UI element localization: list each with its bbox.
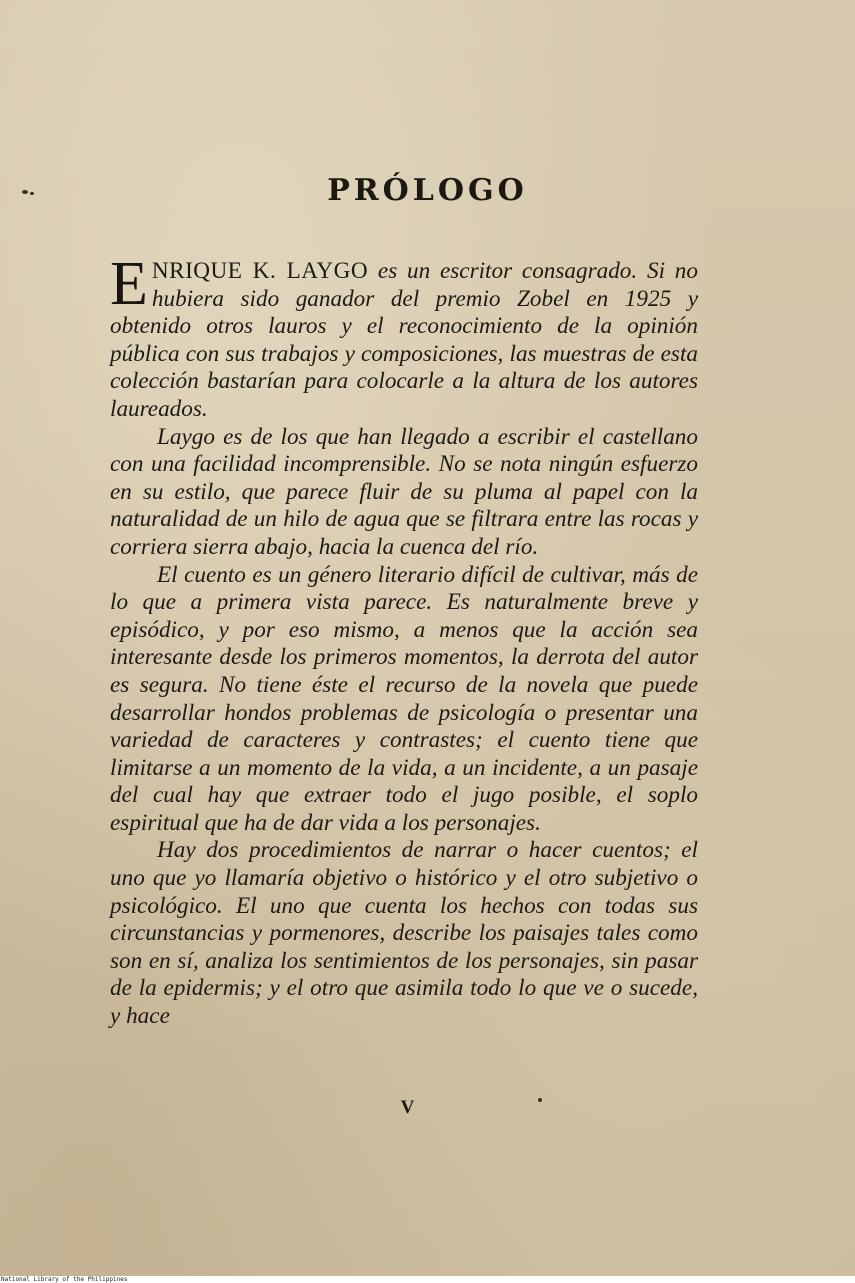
scan-footer-strip: [0, 1276, 855, 1283]
library-credit: National Library of the Philippines: [1, 1276, 128, 1283]
drop-cap: E: [110, 250, 148, 318]
page-title: PRÓLOGO: [327, 173, 528, 208]
paragraph-3: El cuento es un género literario difícil de cultivar, más de lo que a primera vista parece. Es naturalmente breve y episódico, y por eso mismo, a menos que la acción sea interesante desde los primeros momentos, la derrota del autor es segura. No tiene éste el recurso de la novela que puede desarrollar hondos problemas de psicología o presentar una variedad de caracteres y contrastes; el cuento tiene que limitarse a un momento de la vida, a un incidente, a un pasaje del cual hay que extraer todo el jugo posible, el soplo espiritual que ha de dar vida a los personajes.: [110, 561, 698, 836]
paragraph-1-text: es un escritor consagrado. Si no hubiera sido ganador del premio Zobel en 1925 y obtenido otros lauros y el reconocimiento de la opinión pública con sus trabajos y composiciones, las muestras de esta colección bastarían para colocarle a la altura de los autores laureados.: [110, 258, 698, 422]
page-number: V: [400, 1097, 415, 1118]
paragraph-2: Laygo es de los que han llegado a escribir el castellano con una facilidad incomprensible. No se nota ningún esfuerzo en su estilo, que parece fluir de su pluma al papel con la naturalidad de un hilo de agua que se filtrara entre las rocas y corriera sierra abajo, hacia la cuenca del río.: [110, 423, 698, 560]
paragraph-1: [110, 250, 698, 424]
prologue-body: [110, 250, 698, 1031]
paragraph-4: Hay dos procedimientos de narrar o hacer cuentos; el uno que yo llamaría objetivo o histórico y el otro subjetivo o psicológico. El uno que cuenta los hechos con todas sus circunstancias y pormenores, describe los paisajes tales como son en sí, analiza los sentimientos de los personajes, sin pasar de la epidermis; y el otro que asimila todo lo que ve o sucede, y hace: [110, 837, 698, 1030]
author-name: NRIQUE K. LAYGO: [151, 258, 369, 284]
